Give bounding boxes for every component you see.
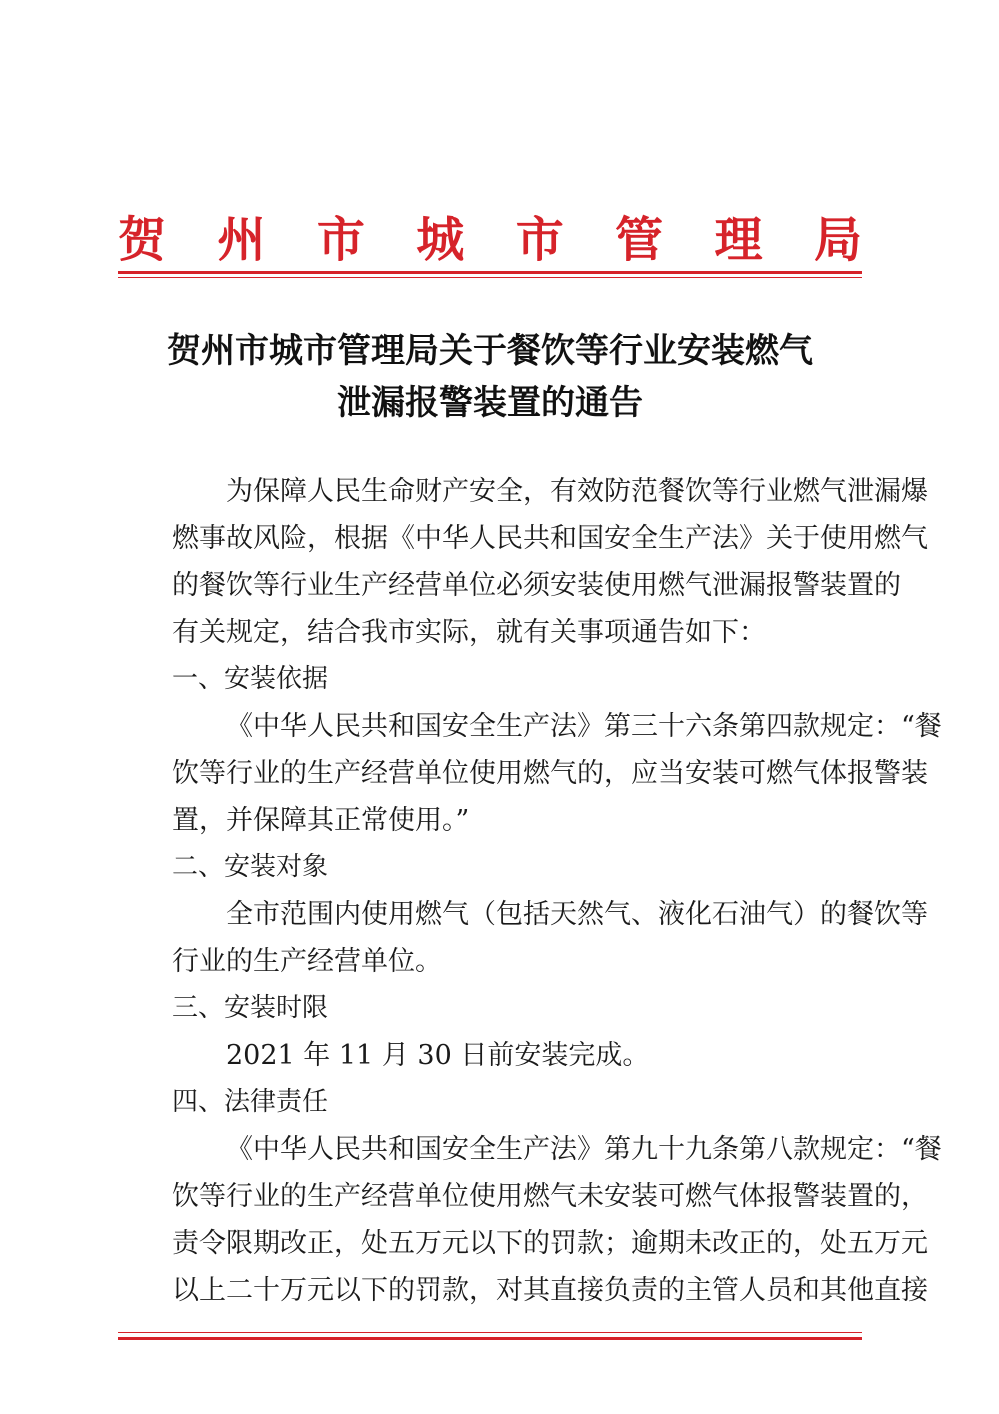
section-paragraph (118, 703, 942, 844)
title-line-2: 泄漏报警装置的通告 (337, 383, 643, 423)
paragraph-line: 责令限期改正，处五万元以下的罚款；逾期未改正的，处五万元 (172, 1228, 928, 1259)
letterhead-char: 市 (515, 212, 564, 268)
paragraph-line: 的餐饮等行业生产经营单位必须安装使用燃气泄漏报警装置的 (172, 570, 901, 601)
letterhead-char: 州 (217, 212, 266, 268)
paragraph-line: 有关规定，结合我市实际，就有关事项通告如下： (172, 617, 766, 648)
section-heading: 三、安装时限 (172, 993, 329, 1023)
section-heading: 一、安装依据 (172, 664, 329, 694)
paragraph-line: 全市范围内使用燃气（包括天然气、液化石油气）的餐饮等 (226, 899, 928, 930)
footer-rule-thick (118, 1337, 862, 1340)
letterhead-char: 城 (416, 212, 465, 268)
paragraph-line: 饮等行业的生产经营单位使用燃气的，应当安装可燃气体报警装 (172, 758, 928, 789)
letterhead-char: 市 (316, 212, 365, 268)
paragraph-line: 置，并保障其正常使用。” (172, 805, 470, 836)
letterhead-char: 理 (714, 212, 763, 268)
paragraph-line: 《中华人民共和国安全生产法》第九十九条第八款规定：“餐 (226, 1134, 942, 1165)
paragraph-line: 燃事故风险，根据《中华人民共和国安全生产法》关于使用燃气 (172, 523, 928, 554)
letterhead-char: 贺 (118, 212, 167, 268)
letterhead-rule-thick (118, 271, 862, 274)
letterhead (118, 205, 862, 275)
letterhead-rule-thin (118, 277, 862, 278)
footer-rule-thin (118, 1332, 862, 1333)
section-paragraph (118, 1032, 862, 1079)
letterhead-char: 管 (615, 212, 664, 268)
title-line-1: 贺州市城市管理局关于餐饮等行业安装燃气 (167, 331, 813, 371)
document-title (118, 325, 862, 429)
paragraph-line: 2021 年 11 月 30 日前安装完成。 (226, 1040, 650, 1071)
paragraph-line: 《中华人民共和国安全生产法》第三十六条第四款规定：“餐 (226, 711, 942, 742)
section-heading: 二、安装对象 (172, 852, 329, 882)
letterhead-char: 局 (813, 212, 862, 268)
paragraph-line: 以上二十万元以下的罚款，对其直接负责的主管人员和其他直接 (172, 1275, 928, 1306)
intro-paragraph (118, 468, 928, 656)
document-body (118, 468, 942, 1314)
paragraph-line: 为保障人民生命财产安全，有效防范餐饮等行业燃气泄漏爆 (226, 476, 928, 507)
section-heading: 四、法律责任 (172, 1087, 329, 1117)
section-paragraph (118, 1126, 942, 1314)
section-paragraph (118, 891, 928, 985)
paragraph-line: 饮等行业的生产经营单位使用燃气未安装可燃气体报警装置的， (172, 1181, 928, 1212)
paragraph-line: 行业的生产经营单位。 (172, 946, 442, 977)
